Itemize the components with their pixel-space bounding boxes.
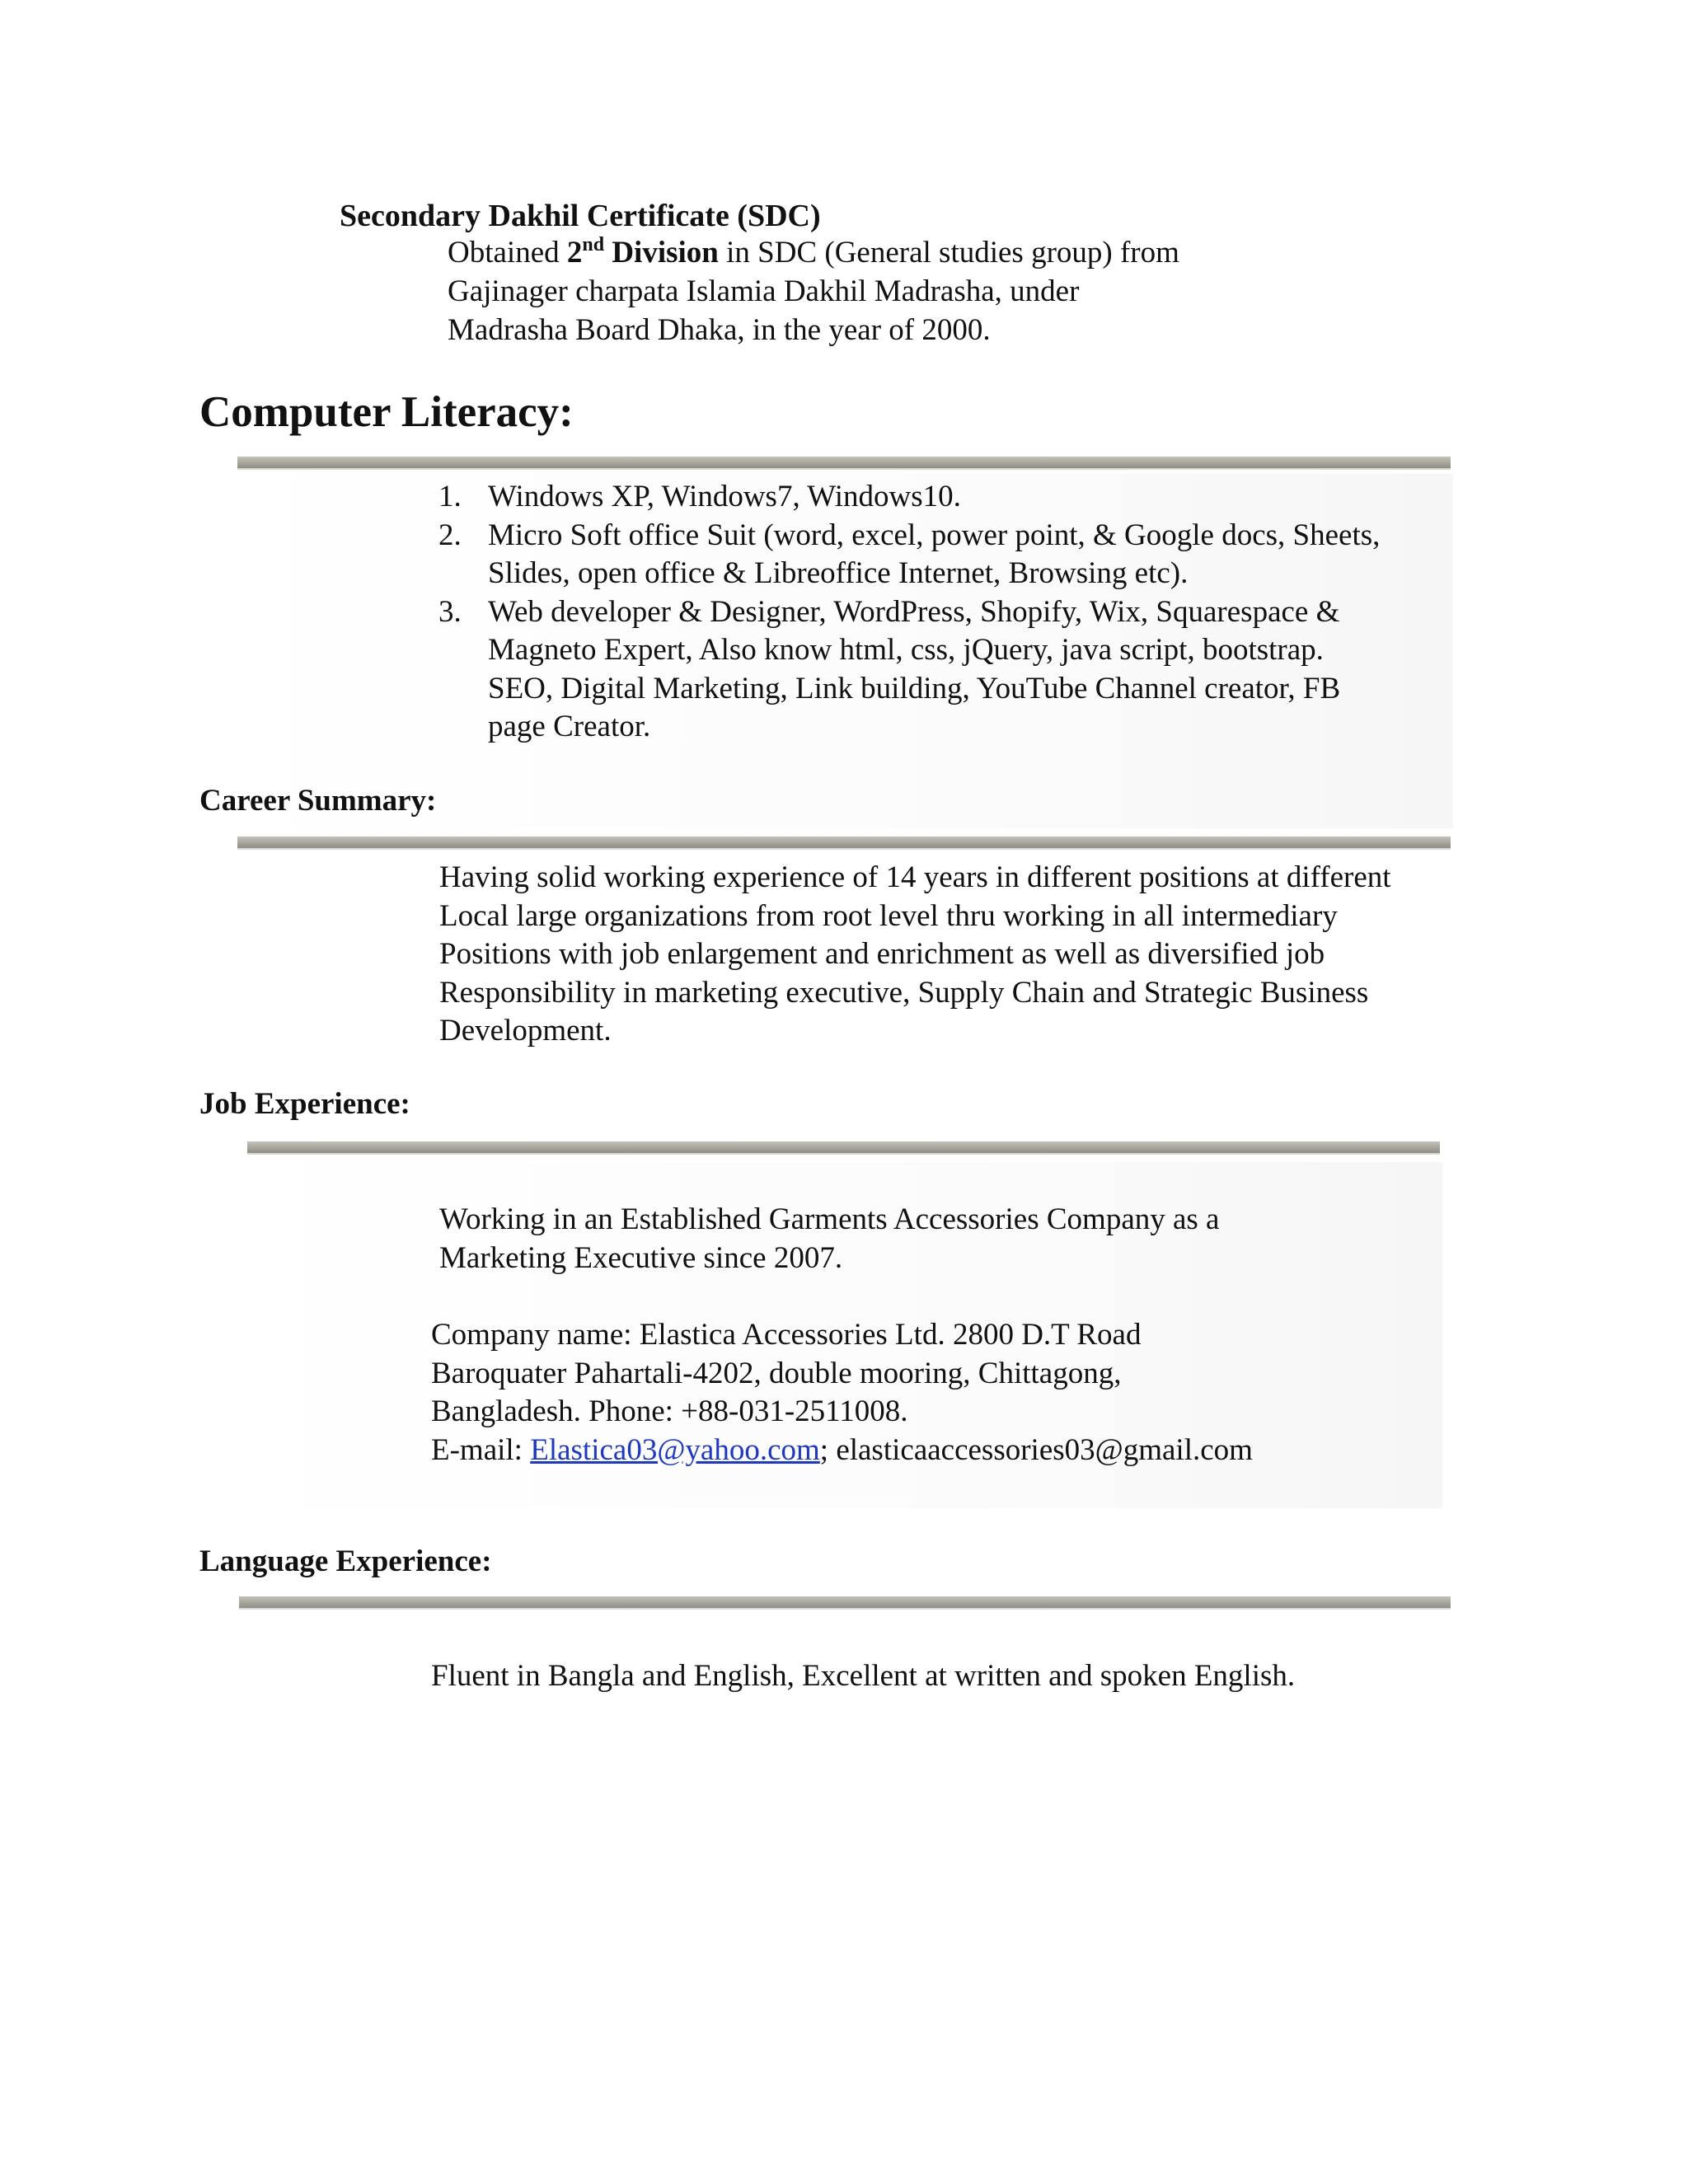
- career-summary-text: [439, 859, 1391, 1051]
- job-experience-divider: [247, 1141, 1440, 1155]
- email-link-primary[interactable]: Elastica03@yahoo.com: [530, 1432, 820, 1467]
- sdc-division-suffix: nd: [582, 234, 605, 255]
- sdc-line-2: Gajinager charpata Islamia Dakhil Madrasha, under: [448, 274, 1080, 308]
- career-summary-line: Responsibility in marketing executive, Supply Chain and Strategic Business: [439, 975, 1369, 1010]
- career-summary-title: Career Summary:: [199, 784, 437, 818]
- job-experience-summary: [439, 1201, 1219, 1277]
- career-summary-line: Development.: [439, 1014, 612, 1047]
- sdc-division-word: Division: [604, 236, 719, 269]
- list-item-line: page Creator.: [488, 710, 651, 743]
- list-item-line: SEO, Digital Marketing, Link building, YouTube Channel creator, FB: [488, 671, 1341, 705]
- job-summary-line: Marketing Executive since 2007.: [439, 1240, 843, 1275]
- language-experience-divider: [239, 1596, 1451, 1610]
- list-item: [438, 478, 1380, 517]
- language-experience-title: Language Experience:: [199, 1544, 492, 1578]
- sdc-line-1: [448, 233, 1179, 272]
- job-summary-line: Working in an Established Garments Accessories Company as a: [439, 1202, 1220, 1236]
- email-label: E-mail:: [431, 1432, 531, 1467]
- list-item-number: 3.: [438, 594, 462, 629]
- sdc-group: in SDC (General studies group) from: [718, 236, 1179, 269]
- email-secondary: elasticaaccessories03@gmail.com: [836, 1432, 1253, 1467]
- company-line: Company name: Elastica Accessories Ltd. 2800 D.T Road: [431, 1318, 1142, 1352]
- list-item-number: 2.: [438, 518, 462, 552]
- sdc-line-3: Madrasha Board Dhaka, in the year of 2000.: [448, 313, 991, 347]
- list-item-line: Micro Soft office Suit (word, excel, power point, & Google docs, Sheets,: [488, 518, 1381, 552]
- career-summary-line: Local large organizations from root level thru working in all intermediary: [439, 898, 1338, 933]
- company-details: [431, 1316, 1253, 1469]
- email-separator: ;: [819, 1432, 837, 1467]
- career-summary-line: Positions with job enlargement and enrichment as well as diversified job: [439, 937, 1325, 971]
- computer-literacy-list: [438, 478, 1380, 747]
- sdc-division-number: 2: [566, 236, 583, 269]
- sdc-heading: Secondary Dakhil Certificate (SDC): [340, 199, 821, 233]
- company-line: Baroquater Pahartali-4202, double mooring, Chittagong,: [431, 1356, 1122, 1390]
- company-line: Bangladesh. Phone: +88-031-2511008.: [431, 1394, 908, 1428]
- career-summary-line: Having solid working experience of 14 years in different positions at different: [439, 860, 1391, 894]
- list-item-line: Magneto Expert, Also know html, css, jQuery, java script, bootstrap.: [488, 633, 1324, 667]
- email-line: [431, 1432, 1253, 1470]
- job-experience-title: Job Experience:: [199, 1087, 410, 1121]
- list-item-line: Slides, open office & Libreoffice Internet, Browsing etc).: [488, 556, 1189, 590]
- list-item-number: 1.: [438, 480, 462, 513]
- list-item: [438, 593, 1380, 747]
- language-experience-text: Fluent in Bangla and English, Excellent at written and spoken English.: [431, 1659, 1296, 1693]
- list-item: [438, 517, 1380, 593]
- list-item-line: Web developer & Designer, WordPress, Shopify, Wix, Squarespace &: [488, 594, 1340, 629]
- list-item-line: Windows XP, Windows7, Windows10.: [488, 480, 961, 513]
- computer-literacy-title: Computer Literacy:: [199, 388, 574, 436]
- sdc-obtained: Obtained: [448, 236, 567, 269]
- computer-literacy-divider: [237, 457, 1451, 470]
- sdc-details: [448, 233, 1179, 349]
- career-summary-divider: [237, 837, 1451, 850]
